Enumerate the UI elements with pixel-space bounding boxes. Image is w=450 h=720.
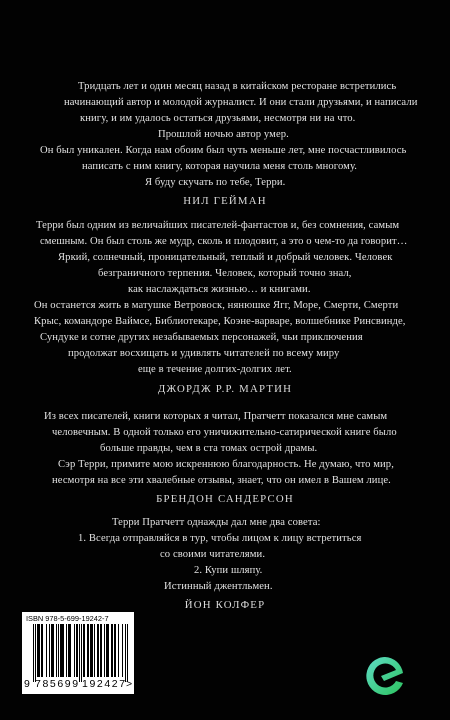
barcode-bar (35, 624, 36, 682)
barcode-bar (107, 624, 108, 677)
barcode-bar (114, 624, 115, 677)
barcode-bar (100, 624, 101, 677)
barcode-bar (42, 624, 43, 677)
barcode-bar (108, 624, 109, 677)
quote-line: Крыс, командоре Ваймсе, Библиотекаре, Коэне-варваре, волшебнике Ринсвинде, (34, 316, 406, 327)
barcode-bar (81, 624, 82, 682)
quote-line: Он был уникален. Когда нам обоим был чуть меньше лет, мне посчастливилось (40, 145, 407, 156)
quote-line: со своими читателями. (160, 549, 266, 560)
barcode-bar (125, 624, 126, 682)
quote-line: начинающий автор и молодой журналист. И они стали друзьями, и написали (64, 97, 418, 108)
quote-line: Истинный джентльмен. (164, 581, 273, 592)
quote-line: несмотря на все эти хвалебные отзывы, знает, что он имел в Вашем лице. (52, 475, 391, 486)
quote-line: еще в течение долгих-долгих лет. (138, 364, 292, 375)
barcode-bar (53, 624, 54, 677)
quote-line: Сэр Терри, примите мою искреннюю благодарность. Не думаю, что мир, (58, 459, 394, 470)
barcode-bar (118, 624, 119, 677)
barcode-bar (74, 624, 75, 677)
barcode-bar (41, 624, 42, 677)
barcode-bar (87, 624, 88, 677)
quote-line: Тридцать лет и один месяц назад в китайском ресторане встретились (78, 81, 397, 92)
quote-line: как наслаждаться жизнью… и книгами. (128, 284, 311, 295)
quote-line: Я буду скучать по тебе, Терри. (145, 177, 286, 188)
barcode-bar (37, 624, 38, 677)
barcode-bar (70, 624, 71, 677)
ean-right-digits: 192427 (82, 678, 127, 690)
barcode-bar (69, 624, 70, 677)
barcode-bar (92, 624, 93, 677)
barcode-bar (38, 624, 39, 677)
quote-author: ЙОН КОЛФЕР (184, 599, 266, 611)
barcode-bar (101, 624, 102, 677)
quote-line: Сундуке и сотне других незабываемых персонажей, чьи приключения (40, 332, 363, 343)
quote-line: безграничного терпения. Человек, который точно знал, (98, 268, 352, 279)
barcode-bar (52, 624, 53, 677)
barcode-bar (91, 624, 92, 677)
quote-line: Прошлой ночью автор умер. (158, 129, 289, 140)
barcode-bar (60, 624, 61, 677)
barcode-bar (33, 624, 34, 682)
ean-first-digit: 9 (24, 678, 30, 690)
barcode-bar (66, 624, 67, 677)
quote-line: продолжат восхищать и удивлять читателей по всему миру (68, 348, 340, 359)
quote-line: Из всех писателей, книги которых я читал, Пратчетт показался мне самым (44, 411, 388, 422)
quote-line: Терри был одним из величайших писателей-фантастов и, без сомнения, самым (36, 220, 400, 231)
ean-quiet-mark: > (126, 678, 133, 690)
quote-line: 2. Купи шляпу. (194, 565, 263, 576)
barcode-bar (115, 624, 116, 677)
barcode-bar (46, 624, 47, 677)
barcode-bar (84, 624, 85, 677)
quote-line: больше правды, чем в ста томах острой драмы. (100, 443, 318, 454)
barcode-bar (88, 624, 89, 677)
quote-line: Терри Пратчетт однажды дал мне два совета: (112, 517, 321, 528)
barcode-bar (111, 624, 112, 677)
quote-line: написать с ним книгу, которая научила меня столь многому. (82, 161, 358, 172)
ean-left-digits: 785699 (35, 678, 80, 690)
barcode-bar (56, 624, 57, 677)
barcode-bar (62, 624, 63, 677)
barcode-bar (97, 624, 98, 677)
barcode-bar (98, 624, 99, 677)
barcode-bar (104, 624, 105, 677)
barcode-bar (79, 624, 80, 682)
barcode-bar (51, 624, 52, 677)
quote-line: смешным. Он был столь же мудр, сколь и плодовит, а это о чем-то да говорит… (40, 236, 408, 247)
barcode-bar (83, 624, 84, 677)
barcode-bar (77, 624, 78, 677)
quote-line: 1. Всегда отправляйся в тур, чтобы лицом к лицу встретиться (78, 533, 362, 544)
barcode-bar (68, 624, 69, 677)
barcode-bar (94, 624, 95, 677)
isbn-barcode (22, 612, 134, 694)
barcode-bar (58, 624, 59, 677)
barcode-bar (127, 624, 128, 682)
barcode-bar (39, 624, 40, 677)
quote-line: человечным. В одной только его уничижительно-сатирической книге было (52, 427, 397, 438)
quote-line: Он останется жить в матушке Ветровоск, нянюшке Ягг, Море, Смерти, Смерти (34, 300, 399, 311)
barcode-bar (90, 624, 91, 677)
quote-line: Яркий, солнечный, проницательный, теплый и добрый человек. Человек (58, 252, 393, 263)
quote-author: НИЛ ГЕЙМАН (183, 195, 267, 207)
quote-line: книгу, и им удалось остаться друзьями, несмотря ни на что. (80, 113, 356, 124)
quote-author: БРЕНДОН САНДЕРСОН (156, 493, 294, 505)
barcode-bar (112, 624, 113, 677)
isbn-number: ISBN 978-5-699-19242-7 (26, 614, 109, 623)
barcode-bar (76, 624, 77, 677)
barcode-bar (61, 624, 62, 677)
eksmo-logo-icon (363, 654, 407, 698)
barcode-bar (49, 624, 50, 677)
barcode-bar (122, 624, 123, 677)
barcode-bar (106, 624, 107, 677)
quote-author: ДЖОРДЖ Р.Р. МАРТИН (157, 383, 293, 395)
barcode-bar (63, 624, 64, 677)
